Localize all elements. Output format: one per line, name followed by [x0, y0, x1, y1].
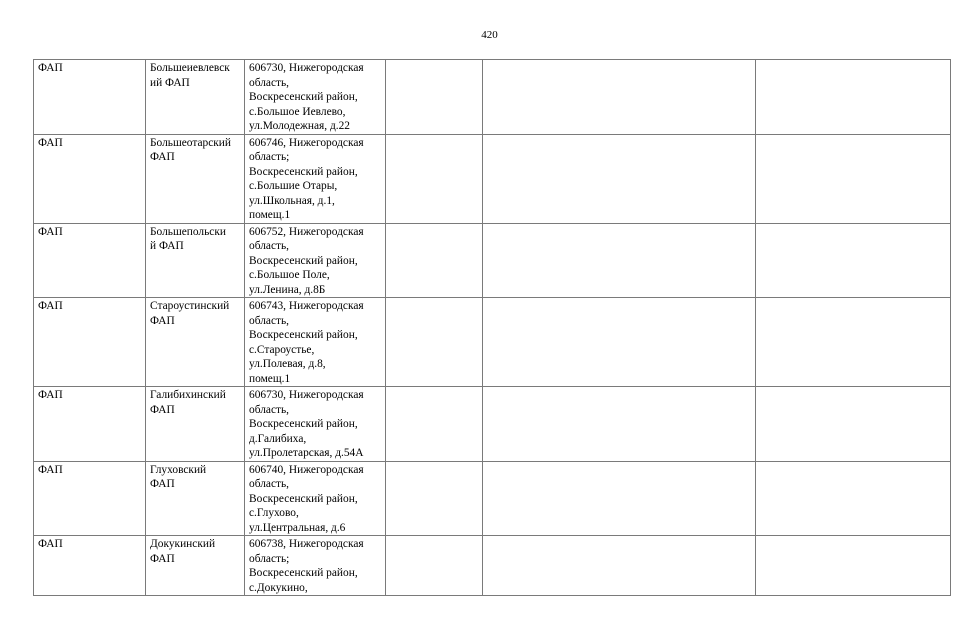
- address-line: область;: [249, 552, 290, 565]
- name-line: ФАП: [150, 478, 175, 490]
- cell-name: [146, 223, 245, 298]
- cell-empty-6: [756, 223, 951, 298]
- cell-type: ФАП: [34, 536, 146, 596]
- cell-empty-5: [483, 60, 756, 135]
- address-line: ул.Пролетарская, д.54А: [249, 447, 364, 459]
- name-line: й ФАП: [150, 240, 184, 252]
- cell-empty-4: [386, 461, 483, 536]
- address-line: помещ.1: [249, 209, 291, 221]
- table-row: [34, 387, 951, 462]
- address-line: ул.Ленина, д.8Б: [249, 283, 326, 296]
- cell-address: [245, 298, 386, 387]
- cell-type: ФАП: [34, 298, 146, 387]
- cell-type: ФАП: [34, 134, 146, 223]
- address-line: 606752, Нижегородская: [249, 225, 364, 238]
- cell-empty-4: [386, 387, 483, 462]
- cell-empty-5: [483, 223, 756, 298]
- cell-name: [146, 60, 245, 135]
- address-line: Воскресенский район,: [249, 567, 358, 579]
- cell-empty-4: [386, 298, 483, 387]
- address-line: область,: [249, 240, 290, 252]
- address-line: Воскресенский район,: [249, 165, 358, 178]
- table-row: [34, 536, 951, 596]
- address-line: Воскресенский район,: [249, 418, 358, 430]
- cell-empty-5: [483, 387, 756, 462]
- cell-address: [245, 134, 386, 223]
- cell-type: ФАП: [34, 461, 146, 536]
- cell-name: [146, 536, 245, 596]
- address-line: 606730, Нижегородская: [249, 62, 364, 74]
- registry-table: [33, 59, 951, 596]
- cell-type: ФАП: [34, 60, 146, 135]
- cell-name: [146, 134, 245, 223]
- address-line: ул.Школьная, д.1,: [249, 194, 335, 207]
- address-line: 606730, Нижегородская: [249, 389, 364, 401]
- cell-name: [146, 387, 245, 462]
- name-line: Большеиевлевск: [150, 62, 230, 74]
- cell-empty-6: [756, 298, 951, 387]
- address-line: область,: [249, 76, 290, 89]
- address-line: с.Большие Отары,: [249, 180, 338, 192]
- cell-empty-6: [756, 536, 951, 596]
- cell-empty-5: [483, 536, 756, 596]
- cell-type: ФАП: [34, 223, 146, 298]
- cell-empty-5: [483, 298, 756, 387]
- name-line: ФАП: [150, 314, 175, 327]
- name-line: Галибихинский: [150, 389, 226, 401]
- cell-empty-5: [483, 134, 756, 223]
- name-line: Большепольски: [150, 225, 226, 238]
- cell-empty-4: [386, 536, 483, 596]
- name-line: Большеотарский: [150, 136, 231, 149]
- cell-empty-6: [756, 387, 951, 462]
- address-line: 606746, Нижегородская: [249, 136, 364, 149]
- address-line: помещ.1: [249, 372, 291, 385]
- address-line: 606743, Нижегородская: [249, 300, 364, 312]
- cell-empty-4: [386, 223, 483, 298]
- cell-empty-5: [483, 461, 756, 536]
- address-line: Воскресенский район,: [249, 329, 358, 341]
- address-line: область,: [249, 403, 290, 416]
- address-line: с.Глухово,: [249, 507, 299, 519]
- address-line: область,: [249, 314, 290, 327]
- cell-type: ФАП: [34, 387, 146, 462]
- name-line: ФАП: [150, 151, 175, 163]
- name-line: Докукинский: [150, 538, 216, 550]
- cell-empty-4: [386, 60, 483, 135]
- address-line: область;: [249, 151, 290, 163]
- address-line: Воскресенский район,: [249, 492, 358, 505]
- address-line: д.Галибиха,: [249, 432, 307, 445]
- cell-name: [146, 298, 245, 387]
- table-row: [34, 298, 951, 387]
- cell-address: [245, 60, 386, 135]
- address-line: Воскресенский район,: [249, 254, 358, 267]
- name-line: Глуховский: [150, 463, 207, 476]
- address-line: ул.Центральная, д.6: [249, 521, 346, 534]
- cell-empty-6: [756, 461, 951, 536]
- cell-empty-6: [756, 60, 951, 135]
- table-row: [34, 461, 951, 536]
- table-row: [34, 134, 951, 223]
- table-row: [34, 60, 951, 135]
- address-line: с.Староустье,: [249, 343, 315, 356]
- address-line: с.Большое Поле,: [249, 269, 330, 281]
- cell-address: [245, 387, 386, 462]
- address-line: 606740, Нижегородская: [249, 463, 364, 476]
- address-line: ул.Полевая, д.8,: [249, 358, 326, 370]
- name-line: ий ФАП: [150, 76, 190, 89]
- address-line: Воскресенский район,: [249, 91, 358, 103]
- address-line: ул.Молодежная, д.22: [249, 120, 351, 132]
- page-number: 420: [481, 29, 498, 41]
- name-line: ФАП: [150, 552, 175, 565]
- name-line: ФАП: [150, 403, 175, 416]
- cell-empty-4: [386, 134, 483, 223]
- address-line: с.Большое Иевлево,: [249, 105, 346, 118]
- cell-name: [146, 461, 245, 536]
- name-line: Староустинский: [150, 300, 230, 312]
- cell-address: [245, 536, 386, 596]
- address-line: с.Докукино,: [249, 581, 308, 594]
- registry-table-body: [34, 60, 951, 596]
- address-line: 606738, Нижегородская: [249, 538, 364, 550]
- cell-address: [245, 461, 386, 536]
- cell-address: [245, 223, 386, 298]
- address-line: область,: [249, 478, 290, 490]
- cell-empty-6: [756, 134, 951, 223]
- table-row: [34, 223, 951, 298]
